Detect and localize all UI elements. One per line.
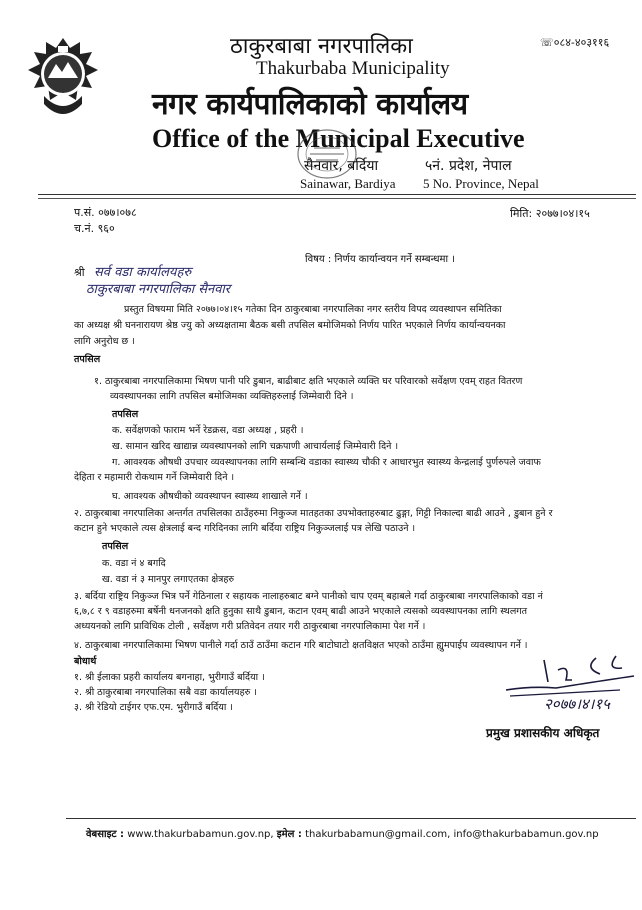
intro-line-3: लागि अनुरोध छ । (74, 336, 135, 347)
dispatch-number: च.नं. ९६० (74, 222, 115, 235)
emblem-logo (22, 34, 104, 126)
cc-item-1: १. श्री ईलाका प्रहरी कार्यालय बगनाहा, भुरीगाउँ बर्दिया । (74, 672, 265, 683)
point-2-tapasil: तपसिल (102, 541, 129, 552)
letter-date: मिति: २०७७।०४।१५ (510, 207, 590, 220)
point-1-kha: ख. सामान खरिद खाद्यान्न व्यवस्थापनको लागि चक्रपाणी आचार्यलाई जिम्मेवारी दिने । (112, 441, 399, 452)
point-2-line-2: कटान हुने भएकाले त्यस क्षेत्रलाई बन्द गरिदिनका लागि बर्दिया राष्ट्रिय निकुञ्जलाई पत्र लेखि पठाउने । (74, 523, 416, 534)
footer-contact (86, 826, 599, 840)
office-title-en: Office of the Municipal Executive (152, 124, 525, 153)
point-1-line-1: १. ठाकुरबाबा नगरपालिकामा भिषण पानी परि डुबान, बाढीबाट क्षति भएकाले व्यक्ति घर परिवारको सर्वेक्षण एवम् राहत वितरण (94, 376, 523, 387)
cc-item-3: ३. श्री रेडियो टाईगर एफ.एम. भुरीगाउँ बर्दिया । (74, 702, 233, 713)
reference-number: प.सं. ०७७।०७८ (74, 206, 137, 219)
recipient-line-2: ठाकुरबाबा नगरपालिका सैनवार (86, 282, 231, 297)
point-3-line-2: ६,७,८ र ९ वडाहरुमा बर्षेनी धनजनको क्षति हुनुका साथै डुबान, कटान एवम् बाढी आउने भएकाले त्यसको व्यवस्थापनका लागि स्थलगत (74, 606, 528, 617)
municipality-name-en: Thakurbaba Municipality (256, 58, 450, 79)
signatory-title: प्रमुख प्रशासकीय अधिकृत (486, 726, 600, 740)
address-np: सैनवार, बर्दिया (304, 158, 379, 174)
subject-line: विषय : निर्णय कार्यान्वयन गर्ने सम्बन्धमा । (305, 254, 456, 265)
tapasil-heading: तपसिल (74, 354, 101, 365)
intro-line-1: प्रस्तुत विषयमा मिति २०७७।०४।१५ गतेका दिन ठाकुरबाबा नगरपालिका नगर स्तरीय विपद व्यवस्थापन समितिका (124, 304, 502, 315)
point-1-ka: क. सर्वेक्षणको फाराम भर्ने रेडक्रस, वडा अध्यक्ष , प्रहरी । (112, 425, 304, 436)
recipient-prefix: श्री (74, 266, 85, 279)
phone-number: ☏०८४-४०३११६ (540, 36, 610, 49)
signature-date: २०७७।४।१५ (544, 695, 610, 713)
footer-divider (66, 818, 636, 819)
point-2-line-1: २. ठाकुरबाबा नगरपालिका अन्तर्गत तपसिलका ठाउँहरुमा निकुञ्ज मातहतका उपभोक्ताहरुबाट ढुङ्गा, गिट्टी निकाल्दा बाढी आउने , डुबान हुने र (74, 508, 553, 519)
header-divider (38, 194, 636, 195)
website-label: वेबसाइट : (86, 829, 125, 840)
point-1-ga-line-2: देहिता र महामारी रोकथाम गर्ने जिम्मेवारी दिने । (74, 472, 235, 483)
point-3-line-1: ३. बर्दिया राष्ट्रिय निकुञ्ज भित्र पर्ने गेठिनाला र सहायक नालाहरुबाट बग्ने पानीको चाप एवम् बहाबले गर्दा ठाकुरबाबा नगरपालिकाको वडा नं (74, 591, 543, 602)
point-1-gha: घ. आवश्यक औषधीको व्यवस्थापन स्वास्थ्य शाखाले गर्ने । (112, 491, 308, 502)
point-1-tapasil: तपसिल (112, 409, 139, 420)
municipality-name-np: ठाकुरबाबा नगरपालिका (230, 34, 413, 59)
point-4: ४. ठाकुरबाबा नगरपालिकामा भिषण पानीले गर्दा ठाउँ ठाउँमा कटान गरि बाटोघाटो क्षतविक्षत भएको ठाउँमा ह्युमपाईप व्यवस्थापन गर्ने । (74, 640, 528, 651)
point-3-line-3: अध्ययनको लागि प्राविधिक टोली , सर्वेक्षण गरी प्रतिवेदन तयार गरी ठाकुरबाबा नगरपालिकामा पेश गर्ने । (74, 621, 426, 632)
email-label: इमेल : (276, 829, 302, 840)
website-link[interactable]: www.thakurbabamun.gov.np, (127, 829, 274, 840)
province-en: 5 No. Province, Nepal (423, 176, 539, 191)
office-title-np: नगर कार्यपालिकाको कार्यालय (152, 87, 468, 122)
intro-line-2: का अध्यक्ष श्री घननारायण श्रेष्ठ ज्यु को अध्यक्षतामा बैठक बसी तपसिल बमोजिमको निर्णय पारित भएकाले निर्णय कार्यान्वयनका (74, 320, 506, 331)
point-2-kha: ख. वडा नं ३ मानपुर लगाएतका क्षेत्रहरु (102, 574, 235, 585)
point-1-ga-line-1: ग. आवश्यक औषधी उपचार व्यवस्थापनका लागि सम्बन्धि वडाका स्वास्थ्य चौकी र आधारभुत स्वास्थ्य केन्द्रलाई पुर्णरुपले जवाफ (112, 457, 541, 468)
point-2-ka: क. वडा नं ४ बगदि (102, 558, 166, 569)
recipient-line-1: सर्व वडा कार्यालयहरु (94, 265, 192, 280)
header-divider-thin (38, 198, 636, 199)
email-links[interactable]: thakurbabamun@gmail.com, info@thakurbabamun.gov.np (305, 829, 599, 840)
point-1-line-2: व्यवस्थापनका लागि तपसिल बमोजिमका व्यक्तिहरुलाई जिम्मेवारी दिने । (110, 391, 354, 402)
cc-item-2: २. श्री ठाकुरबाबा नगरपालिका सबै वडा कार्यालयहरु । (74, 687, 257, 698)
cc-heading: बोधार्थ (74, 656, 97, 667)
address-en: Sainawar, Bardiya (300, 176, 396, 191)
province-np: ५नं. प्रदेश, नेपाल (425, 158, 512, 174)
